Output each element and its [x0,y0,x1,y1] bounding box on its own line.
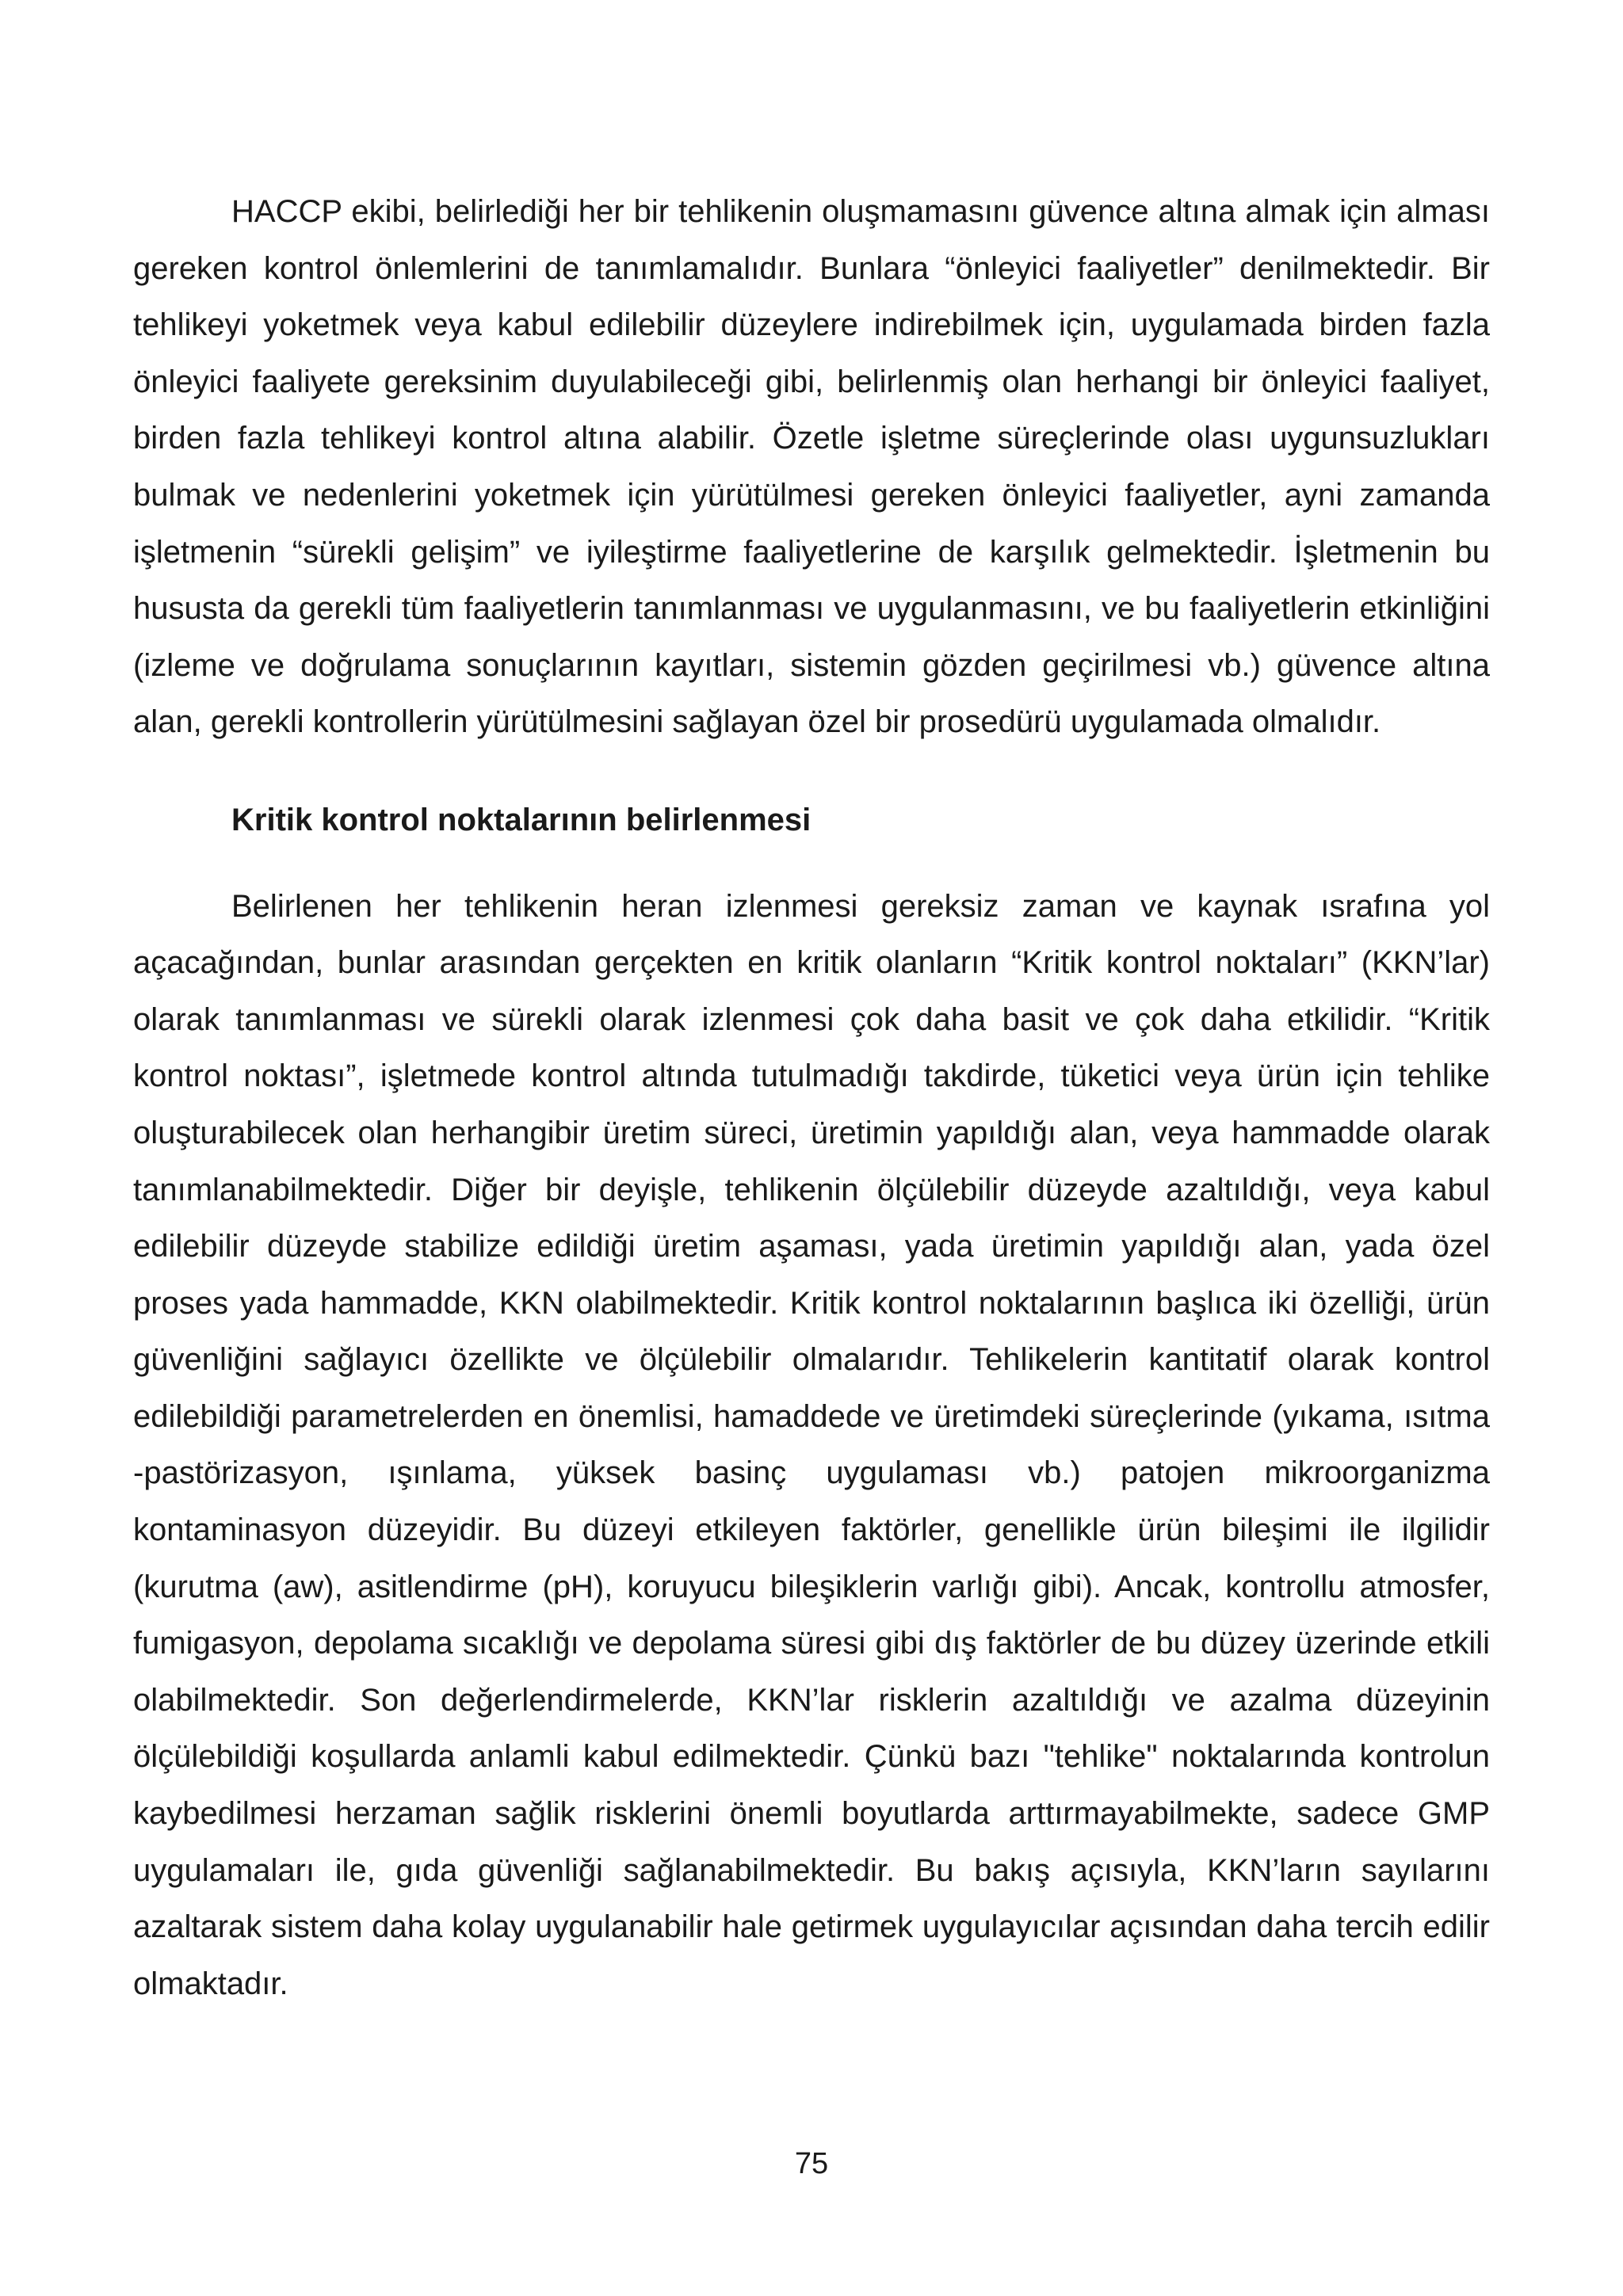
section-heading: Kritik kontrol noktalarının belirlenmesi [231,802,812,837]
page-body [133,184,1490,2012]
paragraph-haccp-preventive-actions: HACCP ekibi, belirlediği her bir tehlikenin oluşmamasını güvence altına almak için alması gereken kontrol önlemlerini de tanımlamalıdır. Bunlara “önleyici faaliyetler” denilmektedir. Bir tehlikeyi yoketmek veya kabul edilebilir düzeylere indirebilmek için, uygulamada birden fazla önleyici faaliyete gereksinim duyulabileceği gibi, belirlenmiş olan herhangi bir önleyici faaliyet, birden fazla tehlikeyi kontrol altına alabilir. Özetle işletme süreçlerinde olası uygunsuzlukları bulmak ve nedenlerini yoketmek için yürütülmesi gereken önleyici faaliyetler, ayni zamanda işletmenin “sürekli gelişim” ve iyileştirme faaliyetlerine de karşılık gelmektedir. İşletmenin bu hususta da gerekli tüm faaliyetlerin tanımlanması ve uygulanmasını, ve bu faaliyetlerin etkinliğini (izleme ve doğrulama sonuçlarının kayıtları, sistemin gözden geçirilmesi vb.) güvence altına alan, gerekli kontrollerin yürütülmesini sağlayan özel bir prosedürü uygulamada olmalıdır. [133,194,1490,740]
page-number: 75 [794,2147,829,2180]
paragraph-critical-control-points: Belirlenen her tehlikenin heran izlenmesi gereksiz zaman ve kaynak ısrafına yol açacağından, bunlar arasından gerçekten en kritik olanların “Kritik kontrol noktaları” (KKN’lar) olarak tanımlanması ve sürekli olarak izlenmesi çok daha basit ve çok daha etkilidir. “Kritik kontrol noktası”, işletmede kontrol altında tutulmadığı takdirde, tüketici veya ürün için tehlike oluşturabilecek olan herhangibir üretim süreci, üretimin yapıldığı alan, veya hammadde olarak tanımlanabilmektedir. Diğer bir deyişle, tehlikenin ölçülebilir düzeyde azaltıldığı, veya kabul edilebilir düzeyde stabilize edildiği üretim aşaması, yada üretimin yapıldığı alan, yada özel proses yada hammadde, KKN olabilmektedir. Kritik kontrol noktalarının başlıca iki özelliği, ürün güvenliğini sağlayıcı özellikte ve ölçülebilir olmalarıdır. Tehlikelerin kantitatif olarak kontrol edilebildiği parametrelerden en önemlisi, hamaddede ve üretimdeki süreçlerinde (yıkama, ısıtma -pastörizasyon, ışınlama, yüksek basinç uygulaması vb.) patojen mikroorganizma kontaminasyon düzeyidir. Bu düzeyi etkileyen faktörler, genellikle ürün bileşimi ile ilgilidir (kurutma (aw), asitlendirme (pH), koruyucu bileşiklerin varlığı gibi). Ancak, kontrollu atmosfer, fumigasyon, depolama sıcaklığı ve depolama süresi gibi dış faktörler de bu düzey üzerinde etkili olabilmektedir. Son değerlendirmelerde, KKN’lar risklerin azaltıldığı ve azalma düzeyinin ölçülebildiği koşullarda anlamli kabul edilmektedir. Çünkü bazı "tehlike" noktalarında kontrolun kaybedilmesi herzaman sağlik risklerini önemli boyutlarda arttırmayabilmekte, sadece GMP uygulamaları ile, gıda güvenliği sağlanabilmektedir. Bu bakış açısıyla, KKN’ların sayılarını azaltarak sistem daha kolay uygulanabilir hale getirmek uygulayıcılar açısından daha tercih edilir olmaktadır. [133,888,1490,2001]
